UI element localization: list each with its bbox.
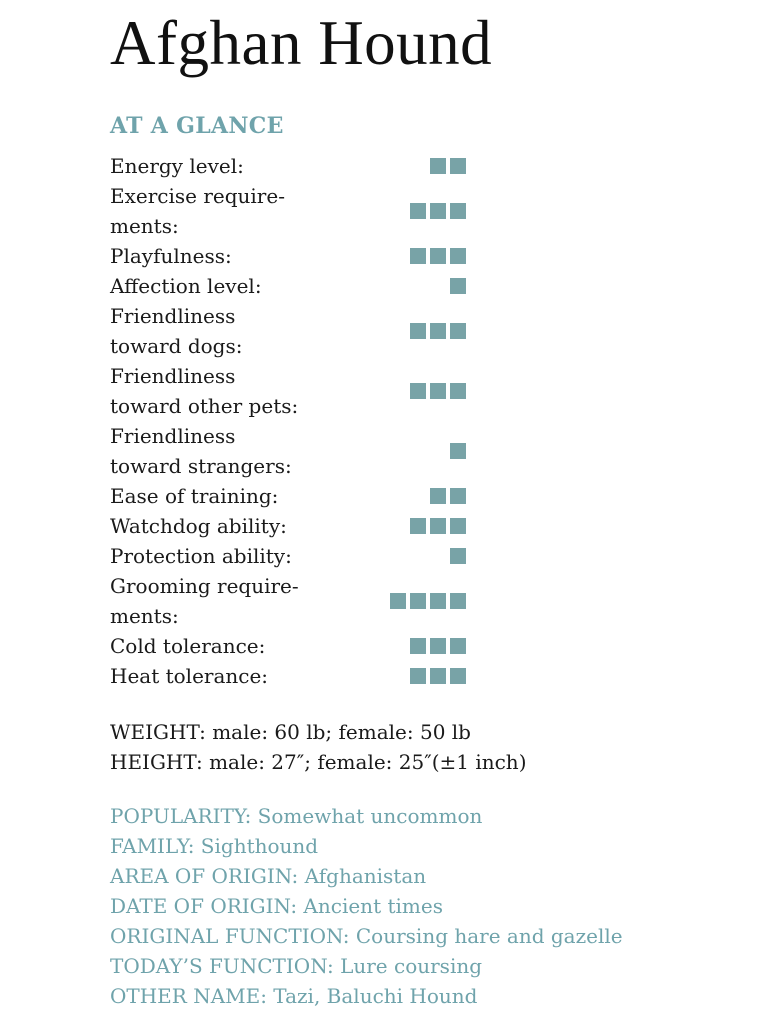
rating-label-line: Friendliness — [110, 424, 236, 448]
breed-profile-page — [110, 0, 750, 1011]
rating-squares — [410, 203, 466, 219]
rating-row — [110, 301, 466, 361]
rating-squares — [410, 383, 466, 399]
rating-square — [450, 323, 466, 339]
rating-label-line: Friendliness — [110, 364, 236, 388]
rating-label-line: Heat tolerance: — [110, 664, 269, 688]
rating-square — [410, 203, 426, 219]
rating-square — [390, 593, 406, 609]
rating-label — [110, 571, 340, 631]
rating-row — [110, 661, 466, 691]
rating-square — [410, 638, 426, 654]
ratings-list — [110, 151, 466, 691]
rating-squares — [450, 548, 466, 564]
rating-row — [110, 421, 466, 481]
rating-label — [110, 541, 340, 571]
fact-line: AREA OF ORIGIN: Afghanistan — [110, 864, 427, 888]
fact-line: DATE OF ORIGIN: Ancient times — [110, 894, 443, 918]
rating-row — [110, 271, 466, 301]
rating-square — [430, 323, 446, 339]
rating-square — [410, 323, 426, 339]
fact-line: ORIGINAL FUNCTION: Coursing hare and gazelle — [110, 924, 623, 948]
rating-label-line: toward dogs: — [110, 334, 243, 358]
rating-square — [450, 248, 466, 264]
rating-square — [430, 248, 446, 264]
rating-label-line: ments: — [110, 604, 179, 628]
measurements — [110, 717, 750, 777]
rating-square — [430, 203, 446, 219]
rating-squares — [410, 518, 466, 534]
rating-row — [110, 481, 466, 511]
rating-square — [450, 548, 466, 564]
rating-row — [110, 361, 466, 421]
rating-row — [110, 571, 466, 631]
rating-square — [450, 638, 466, 654]
rating-row — [110, 511, 466, 541]
rating-label-line: Affection level: — [110, 274, 262, 298]
rating-square — [450, 668, 466, 684]
rating-square — [450, 518, 466, 534]
rating-square — [450, 488, 466, 504]
rating-row — [110, 151, 466, 181]
rating-square — [410, 248, 426, 264]
rating-label-line: Friendliness — [110, 304, 236, 328]
rating-label-line: Watchdog ability: — [110, 514, 287, 538]
fact-line: OTHER NAME: Tazi, Baluchi Hound — [110, 984, 478, 1008]
at-a-glance-heading: AT A GLANCE — [110, 113, 284, 139]
rating-label — [110, 301, 340, 361]
rating-square — [410, 518, 426, 534]
rating-label-line: Energy level: — [110, 154, 244, 178]
fact-line: FAMILY: Sighthound — [110, 834, 319, 858]
rating-label-line: ments: — [110, 214, 179, 238]
rating-square — [430, 593, 446, 609]
rating-row — [110, 631, 466, 661]
rating-square — [430, 638, 446, 654]
rating-squares — [450, 443, 466, 459]
facts-list — [110, 801, 750, 1011]
rating-squares — [410, 668, 466, 684]
rating-label — [110, 271, 340, 301]
rating-label-line: toward strangers: — [110, 454, 292, 478]
rating-squares — [410, 638, 466, 654]
weight-text: WEIGHT: male: 60 lb; female: 50 lb — [110, 720, 471, 744]
height-text: HEIGHT: male: 27″; female: 25″(±1 inch) — [110, 750, 527, 774]
rating-squares — [410, 248, 466, 264]
rating-label — [110, 511, 340, 541]
rating-label-line: Cold tolerance: — [110, 634, 266, 658]
rating-square — [410, 668, 426, 684]
rating-squares — [410, 323, 466, 339]
rating-square — [430, 383, 446, 399]
rating-squares — [450, 278, 466, 294]
fact-line: TODAY’S FUNCTION: Lure coursing — [110, 954, 483, 978]
rating-label — [110, 421, 340, 481]
rating-label-line: Grooming require- — [110, 574, 299, 598]
rating-label-line: Playfulness: — [110, 244, 232, 268]
page-title: Afghan Hound — [110, 8, 493, 78]
rating-label — [110, 181, 340, 241]
rating-squares — [390, 593, 466, 609]
rating-row — [110, 541, 466, 571]
rating-square — [450, 593, 466, 609]
rating-square — [450, 443, 466, 459]
rating-square — [450, 203, 466, 219]
rating-label — [110, 151, 340, 181]
rating-square — [430, 488, 446, 504]
rating-row — [110, 181, 466, 241]
rating-label-line: toward other pets: — [110, 394, 299, 418]
rating-label — [110, 661, 340, 691]
rating-square — [430, 158, 446, 174]
rating-square — [450, 278, 466, 294]
rating-square — [410, 383, 426, 399]
rating-label — [110, 241, 340, 271]
rating-squares — [430, 488, 466, 504]
rating-label — [110, 631, 340, 661]
rating-label — [110, 481, 340, 511]
rating-square — [410, 593, 426, 609]
rating-square — [450, 383, 466, 399]
rating-label-line: Protection ability: — [110, 544, 292, 568]
rating-square — [430, 668, 446, 684]
rating-label-line: Exercise require- — [110, 184, 285, 208]
fact-line: POPULARITY: Somewhat uncommon — [110, 804, 483, 828]
rating-row — [110, 241, 466, 271]
rating-square — [430, 518, 446, 534]
rating-label — [110, 361, 340, 421]
rating-square — [450, 158, 466, 174]
rating-label-line: Ease of training: — [110, 484, 279, 508]
rating-squares — [430, 158, 466, 174]
